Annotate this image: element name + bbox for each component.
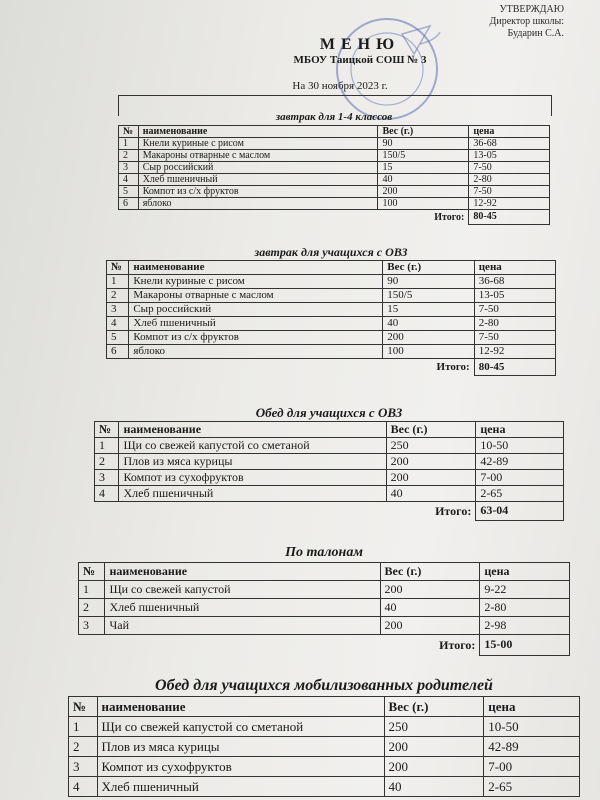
item-price: 7-00 [484, 757, 580, 777]
table-header-row [119, 126, 550, 138]
column-header-number: № [69, 697, 98, 717]
item-price: 7-50 [474, 331, 555, 345]
section-title: завтрак для 1-4 классов [275, 111, 393, 123]
column-header-weight: Вес (г.) [386, 422, 476, 438]
row-number: 1 [95, 438, 119, 454]
item-name: Хлеб пшеничный [129, 317, 383, 331]
item-weight: 150/5 [378, 150, 469, 162]
table-row [107, 345, 556, 359]
table-row [119, 186, 550, 198]
table-row [107, 331, 556, 345]
table-row [95, 438, 564, 454]
item-price: 9-22 [480, 581, 570, 599]
table-row [119, 162, 550, 174]
table-row [95, 470, 564, 486]
item-weight: 40 [380, 599, 480, 617]
item-price: 36-68 [474, 275, 555, 289]
column-header-weight: Вес (г.) [380, 563, 480, 581]
item-name: Хлеб пшеничный [97, 777, 384, 797]
row-number: 5 [119, 186, 139, 198]
table-row [95, 454, 564, 470]
item-name: Компот из сухофруктов [97, 757, 384, 777]
item-weight: 200 [386, 470, 476, 486]
item-name: Сыр российский [129, 303, 383, 317]
total-value: 80-45 [474, 359, 555, 376]
item-name: Макароны отварные с маслом [129, 289, 383, 303]
item-weight: 200 [386, 454, 476, 470]
table-row [79, 617, 570, 635]
menu-table [78, 562, 570, 656]
item-price: 7-50 [469, 162, 550, 174]
column-header-name: наименование [105, 563, 380, 581]
table-header-row [69, 697, 580, 717]
row-number: 2 [69, 737, 98, 757]
school-name: МБОУ Таицкой СОШ № 3 [293, 54, 427, 66]
column-header-number: № [95, 422, 119, 438]
row-number: 3 [69, 757, 98, 777]
total-label: Итого: [439, 637, 476, 652]
total-label: Итого: [435, 503, 472, 518]
item-weight: 40 [386, 486, 476, 502]
item-name: Компот из сухофруктов [119, 470, 386, 486]
section-title: завтрак для учащихся с ОВЗ [254, 245, 408, 259]
table-row [107, 275, 556, 289]
table-row [79, 581, 570, 599]
table-row [69, 737, 580, 757]
row-number: 3 [95, 470, 119, 486]
row-number: 4 [69, 777, 98, 797]
total-label: Итого: [436, 361, 470, 373]
row-number: 3 [107, 303, 129, 317]
row-number: 6 [107, 345, 129, 359]
item-price: 10-50 [484, 717, 580, 737]
item-name: Кнели куриные с рисом [138, 138, 378, 150]
total-row [79, 635, 570, 656]
row-number: 2 [119, 150, 139, 162]
row-number: 1 [79, 581, 105, 599]
column-header-price: цена [480, 563, 570, 581]
table-row [107, 289, 556, 303]
menu-section [78, 544, 570, 656]
column-header-price: цена [476, 422, 564, 438]
item-name: Хлеб пшеничный [119, 486, 386, 502]
total-label: Итого: [434, 211, 465, 223]
item-price: 42-89 [484, 737, 580, 757]
row-number: 1 [69, 717, 98, 737]
row-number: 5 [107, 331, 129, 345]
total-row [95, 502, 564, 521]
column-header-name: наименование [119, 422, 386, 438]
item-weight: 15 [378, 162, 469, 174]
table-row [119, 150, 550, 162]
item-weight: 200 [384, 737, 484, 757]
row-number: 6 [119, 198, 139, 210]
item-weight: 90 [378, 138, 469, 150]
item-price: 36-68 [469, 138, 550, 150]
table-header-row [79, 563, 570, 581]
row-number: 1 [107, 275, 129, 289]
column-header-price: цена [474, 261, 555, 275]
item-weight: 200 [380, 581, 480, 599]
item-weight: 100 [383, 345, 474, 359]
table-header-row [107, 261, 556, 275]
total-value: 15-00 [480, 635, 570, 656]
item-name: Макароны отварные с маслом [138, 150, 378, 162]
row-number: 3 [79, 617, 105, 635]
table-header-row [95, 422, 564, 438]
section-title: Обед для учащихся с ОВЗ [255, 405, 403, 420]
item-name: Плов из мяса курицы [97, 737, 384, 757]
row-number: 4 [119, 174, 139, 186]
item-price: 13-05 [474, 289, 555, 303]
column-header-number: № [79, 563, 105, 581]
item-name: яблоко [138, 198, 378, 210]
approval-position: Директор школы: [489, 16, 564, 27]
item-weight: 40 [378, 174, 469, 186]
table-row [119, 174, 550, 186]
item-price: 2-80 [469, 174, 550, 186]
item-weight: 40 [384, 777, 484, 797]
item-price: 2-65 [476, 486, 564, 502]
item-name: Хлеб пшеничный [138, 174, 378, 186]
item-price: 2-80 [474, 317, 555, 331]
column-header-weight: Вес (г.) [384, 697, 484, 717]
item-weight: 40 [383, 317, 474, 331]
approval-title: УТВЕРЖДАЮ [499, 4, 564, 15]
item-name: Компот из с/х фруктов [138, 186, 378, 198]
item-weight: 250 [386, 438, 476, 454]
table-row [69, 717, 580, 737]
menu-table [118, 125, 550, 225]
item-price: 7-50 [469, 186, 550, 198]
item-price: 7-00 [476, 470, 564, 486]
column-header-name: наименование [97, 697, 384, 717]
item-price: 2-98 [480, 617, 570, 635]
row-number: 1 [119, 138, 139, 150]
item-name: Щи со свежей капустой со сметаной [97, 717, 384, 737]
column-header-price: цена [484, 697, 580, 717]
row-number: 4 [95, 486, 119, 502]
item-weight: 200 [384, 757, 484, 777]
item-price: 12-92 [469, 198, 550, 210]
item-weight: 15 [383, 303, 474, 317]
item-name: Плов из мяса курицы [119, 454, 386, 470]
menu-section [118, 110, 550, 225]
row-number: 4 [107, 317, 129, 331]
item-weight: 90 [383, 275, 474, 289]
table-row [79, 599, 570, 617]
table-row [69, 757, 580, 777]
row-number: 2 [107, 289, 129, 303]
section-title: По талонам [285, 545, 363, 560]
item-name: Щи со свежей капустой [105, 581, 380, 599]
section-title: Обед для учащихся мобилизованных родителей [155, 677, 493, 694]
item-weight: 250 [384, 717, 484, 737]
item-weight: 200 [380, 617, 480, 635]
table-row [107, 317, 556, 331]
column-header-name: наименование [129, 261, 383, 275]
total-row [107, 359, 556, 376]
item-weight: 200 [383, 331, 474, 345]
approval-block [490, 4, 564, 40]
approval-name: Бударин С.А. [507, 28, 564, 39]
total-value: 80-45 [469, 210, 550, 225]
page-title: МЕНЮ [319, 36, 401, 53]
item-price: 2-65 [484, 777, 580, 797]
table-row [107, 303, 556, 317]
item-name: Чай [105, 617, 380, 635]
menu-section [68, 676, 580, 797]
menu-table [94, 421, 564, 521]
row-number: 3 [119, 162, 139, 174]
item-name: Кнели куриные с рисом [129, 275, 383, 289]
item-price: 10-50 [476, 438, 564, 454]
item-price: 42-89 [476, 454, 564, 470]
row-number: 2 [79, 599, 105, 617]
item-name: Хлеб пшеничный [105, 599, 380, 617]
column-header-number: № [119, 126, 139, 138]
item-price: 13-05 [469, 150, 550, 162]
item-name: Сыр российский [138, 162, 378, 174]
item-name: Щи со свежей капустой со сметаной [119, 438, 386, 454]
item-name: яблоко [129, 345, 383, 359]
item-weight: 150/5 [383, 289, 474, 303]
menu-section [94, 404, 564, 521]
table-row [119, 138, 550, 150]
table-row [95, 486, 564, 502]
column-header-price: цена [469, 126, 550, 138]
row-number: 2 [95, 454, 119, 470]
item-price: 7-50 [474, 303, 555, 317]
table-row [119, 198, 550, 210]
item-weight: 200 [378, 186, 469, 198]
column-header-number: № [107, 261, 129, 275]
total-value: 63-04 [476, 502, 564, 521]
column-header-weight: Вес (г.) [383, 261, 474, 275]
menu-table [68, 696, 580, 797]
item-weight: 100 [378, 198, 469, 210]
table-row [69, 777, 580, 797]
item-price: 12-92 [474, 345, 555, 359]
menu-table [106, 260, 556, 376]
item-name: Компот из с/х фруктов [129, 331, 383, 345]
menu-date: На 30 ноября 2023 г. [292, 80, 388, 92]
menu-section [106, 244, 556, 376]
item-price: 2-80 [480, 599, 570, 617]
total-row [119, 210, 550, 225]
column-header-name: наименование [138, 126, 378, 138]
column-header-weight: Вес (г.) [378, 126, 469, 138]
